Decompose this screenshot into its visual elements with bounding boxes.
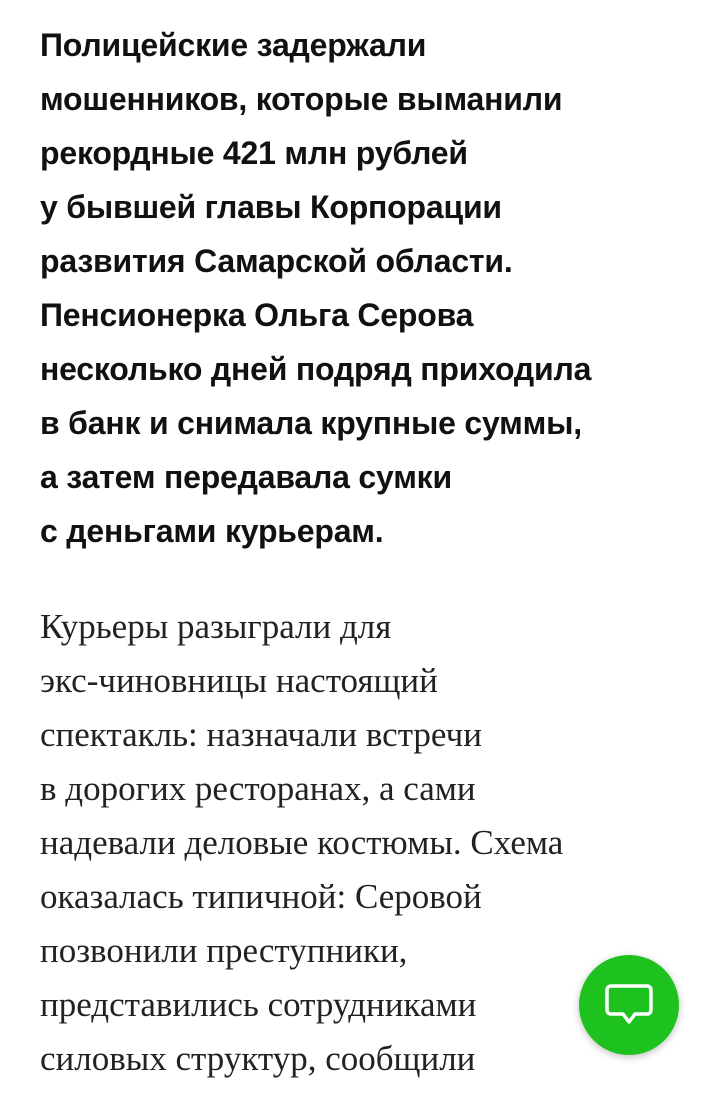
chat-bubble-icon bbox=[605, 983, 653, 1027]
lead-line: рекордные 421 млн рублей bbox=[40, 135, 468, 171]
lead-line: развития Самарской области. bbox=[40, 243, 513, 279]
lead-line: несколько дней подряд приходила bbox=[40, 351, 592, 387]
lead-line: Полицейские задержали bbox=[40, 27, 427, 63]
lead-line: а затем передавала сумки bbox=[40, 459, 452, 495]
body-line: силовых структур, сообщили bbox=[40, 1039, 476, 1078]
body-line: оказалась типичной: Серовой bbox=[40, 877, 482, 916]
body-line: представились сотрудниками bbox=[40, 985, 477, 1024]
body-line: Курьеры разыграли для bbox=[40, 607, 392, 646]
body-line: спектакль: назначали встречи bbox=[40, 715, 482, 754]
lead-line: Пенсионерка Ольга Серова bbox=[40, 297, 474, 333]
body-line: позвонили преступники, bbox=[40, 931, 408, 970]
lead-line: с деньгами курьерам. bbox=[40, 513, 384, 549]
body-line: надевали деловые костюмы. Схема bbox=[40, 823, 564, 862]
body-line: экс-чиновницы настоящий bbox=[40, 661, 438, 700]
chat-button[interactable] bbox=[579, 955, 679, 1055]
body-line: в дорогих ресторанах, а сами bbox=[40, 769, 476, 808]
article-content bbox=[40, 0, 710, 1086]
lead-line: в банк и снимала крупные суммы, bbox=[40, 405, 582, 441]
lead-line: мошенников, которые выманили bbox=[40, 81, 563, 117]
article-lead bbox=[40, 0, 710, 558]
lead-line: у бывшей главы Корпорации bbox=[40, 189, 502, 225]
